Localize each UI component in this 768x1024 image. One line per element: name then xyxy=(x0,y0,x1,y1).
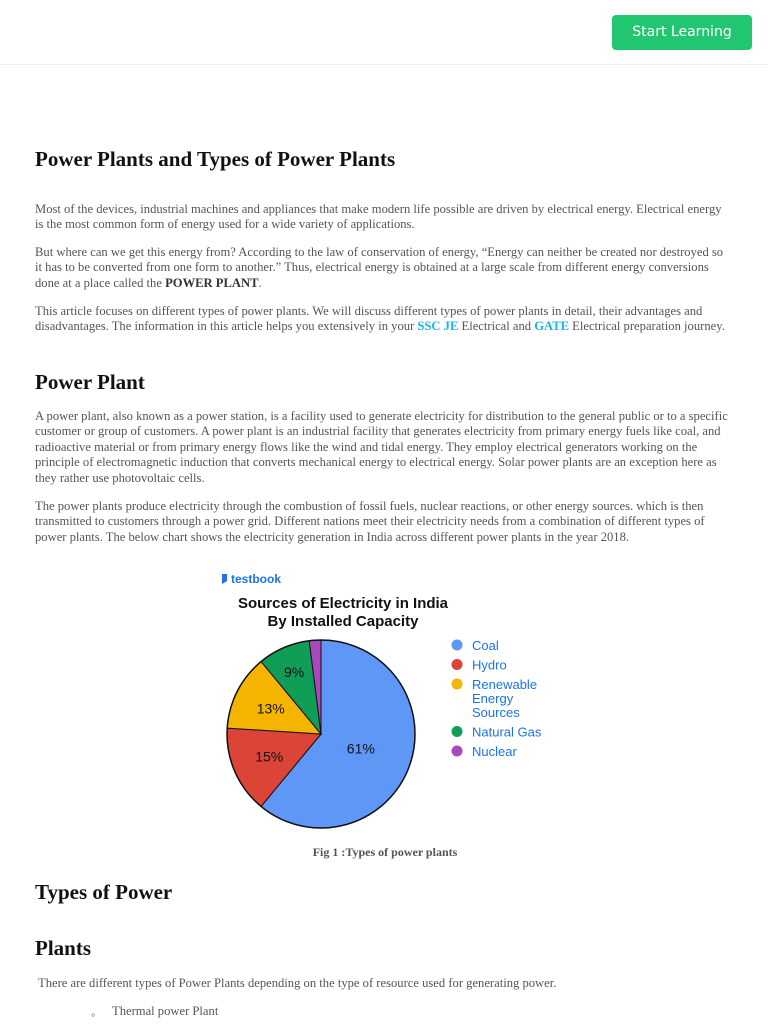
legend-marker-natural-gas xyxy=(452,726,463,737)
list-item-thermal: Thermal power Plant xyxy=(112,1004,219,1018)
chart-figure xyxy=(218,568,558,838)
page-title: Power Plants and Types of Power Plants xyxy=(35,147,396,171)
list-bullet: ◦ xyxy=(91,1008,96,1022)
legend-marker-hydro xyxy=(452,659,463,670)
intro-paragraph-1: Most of the devices, industrial machines and appliances that make modern life possible are driven by electrical energy. Electrical energy is the most common form of energy used for a wide variety of applications. xyxy=(35,202,722,232)
gate-link[interactable]: GATE xyxy=(534,319,570,334)
section-heading-types-line2: Plants xyxy=(35,936,92,960)
chart-title-line1: Sources of Electricity in India xyxy=(237,595,449,612)
power-plant-paragraph-2: The power plants produce electricity through the combustion of fossil fuels, nuclear reactions, or other energy sources. which is then transmitted to customers through a power grid. Different nations meet their electricity needs from a combination of different types of power plants. The below chart shows the electricity generation in India across different power plants in the year 2018. xyxy=(35,499,705,544)
legend-label-natural-gas: Natural Gas xyxy=(472,724,542,740)
chart-brand: testbook xyxy=(231,572,282,586)
chart-title-line2: By Installed Capacity xyxy=(267,613,419,630)
testbook-logo xyxy=(222,572,281,586)
section-heading-types-line1: Types of Power xyxy=(35,880,173,904)
legend-label-nuclear: Nuclear xyxy=(472,744,517,759)
intro-paragraph-2: But where can we get this energy from? According to the law of conservation of energy, “Energy can neither be created nor destroyed so it has to be converted from one form to another.” Thus, electrical energy is obtained at a large scale from different energy conversions done at a place called the POWER PLANT. xyxy=(35,245,724,290)
pie-label-natural-gas: 9% xyxy=(284,663,305,680)
section-heading-power-plant: Power Plant xyxy=(35,370,145,394)
legend-marker-coal xyxy=(452,640,463,651)
legend-label-renewable: Renewable Energy Sources xyxy=(472,677,538,720)
pie-label-hydro: 15% xyxy=(255,748,284,765)
pie-label-renewable: 13% xyxy=(256,700,285,717)
types-paragraph: There are different types of Power Plants depending on the type of resource used for generating power. xyxy=(38,976,557,990)
power-plant-paragraph-1: A power plant, also known as a power station, is a facility used to generate electricity for distribution to the general public or to a specific customer or group of customers. A power plant is an industrial facility that generates electricity from primary energy fuels like coal, and radioactive material or from primary energy flows like the wind and tidal energy. They employ electrical generators working on the principle of electromagnetic induction that converts mechanical energy to electrical energy. Solar power plants are an exception here as they rather use photovoltaic cells. xyxy=(35,409,728,485)
legend-label-hydro: Hydro xyxy=(472,657,507,673)
start-learning-button[interactable]: Start Learning xyxy=(612,15,752,50)
pie-label-coal: 61% xyxy=(346,740,375,757)
pie-chart xyxy=(218,568,558,838)
legend-marker-nuclear xyxy=(452,746,463,757)
top-bar xyxy=(0,0,768,65)
legend-marker-renewable xyxy=(452,679,463,690)
figure-caption: Fig 1 :Types of power plants xyxy=(312,845,458,859)
power-plant-emphasis: POWER PLANT xyxy=(165,275,259,290)
legend-label-coal: Coal xyxy=(472,638,499,653)
intro-paragraph-3: This article focuses on different types of power plants. We will discuss different types of power plants in detail, their advantages and disadvantages. The information in this article helps you extensively in your SSC JE Electrical and GATE Electrical preparation journey. xyxy=(35,304,725,334)
ssc-je-link[interactable]: SSC JE xyxy=(417,319,459,334)
